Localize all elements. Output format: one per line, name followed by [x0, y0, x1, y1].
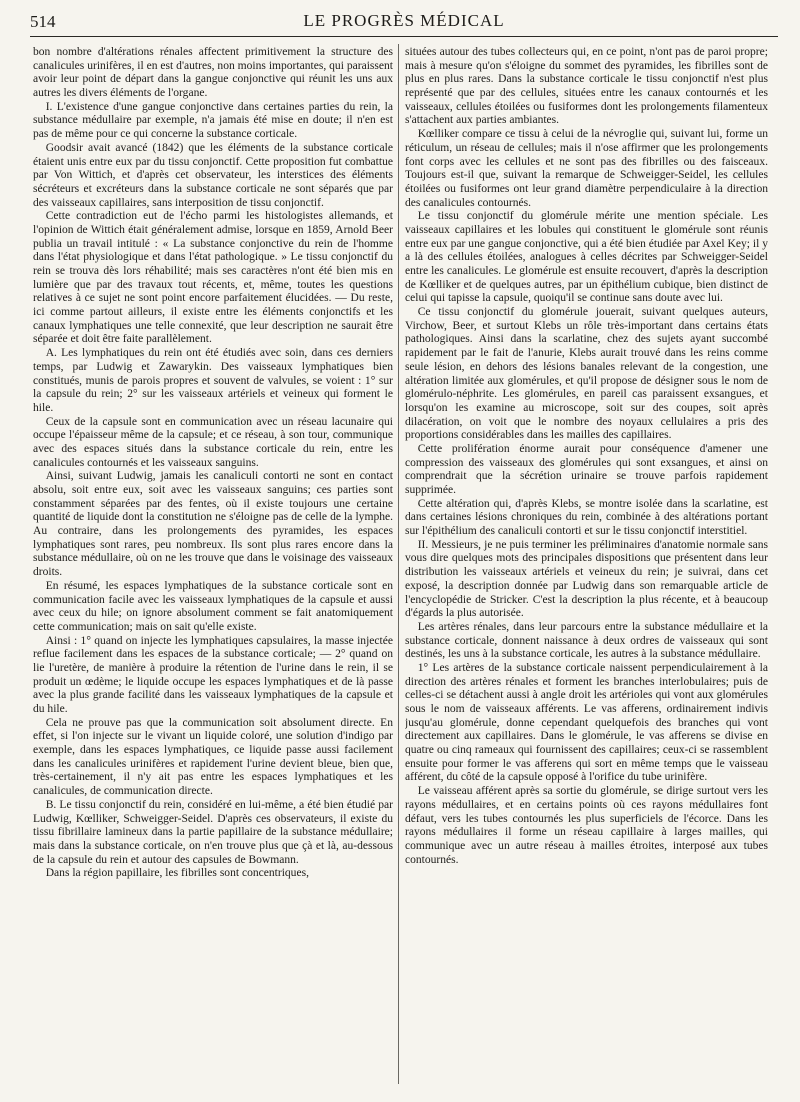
page-header: [30, 10, 778, 37]
paragraph: Cette prolifération énorme aurait pour conséquence d'amener une compression des vaisseaux des glomérules qui sont exsangues, et ainsi on comprendrait que la sécrétion urinaire se trouve parfois rapidement supprimée.: [405, 442, 768, 496]
paragraph: Dans la région papillaire, les fibrilles sont concentriques,: [45, 867, 309, 880]
paragraph: Ainsi, suivant Ludwig, jamais les canaliculi contorti ne sont en contact absolu, soit entre eux, soit avec les vaisseaux sanguins; ces parties sont constamment séparées par des fentes, où il existe toujours une certaine quantité de liquide dont la constitution ne s'éloigne pas de celle de la lymphe. Au contraire, dans les prolongements des pyramides, les espaces lymphatiques sont rares, peu nombreux. Ils sont plus rares encore dans la substance médullaire, où on ne les trouve que dans le voisinage des vaisseaux droits.: [33, 470, 393, 579]
paragraph: Kœlliker compare ce tissu à celui de la névroglie qui, suivant lui, forme un réticulum, un réseau de cellules; mais il n'ose affirmer que les prolongements font corps avec les cellules et ne sont pas des fibrilles ou des faisceaux. Toujours est-il que, suivant la remarque de Schweigger-Seidel, les cellules étoilées ou fusiformes ont leur grand diamètre perpendiculaire à la direction des canalicules contournés.: [405, 128, 768, 209]
left-text-column: [33, 46, 393, 1086]
paragraph: B. Le tissu conjonctif du rein, considéré en lui-même, a été bien étudié par Ludwig, Kœlliker, Schweigger-Seidel. D'après ces observateurs, il existe du tissu fibrillaire lamineux dans la partie papillaire de la substance médullaire; mais dans la substance corticale, on n'en trouve plus que çà et là, au-dessous de la capsule du rein et autour des capsules de Bowmann.: [33, 798, 393, 866]
paragraph: Ainsi : 1° quand on injecte les lymphatiques capsulaires, la masse injectée reflue facilement dans les espaces de la substance corticale; — 2° quand on lie l'uretère, de manière à produire la rétention de l'urine dans le rein, il se produit un œdème; le liquide occupe les espaces lymphatiques et de là passe avec la plus grande facilité dans les vaisseaux lymphatiques de la capsule et du hile.: [33, 634, 393, 715]
paragraph: Ceux de la capsule sont en communication avec un réseau lacunaire qui occupe l'épaisseur même de la capsule; et ce réseau, à son tour, communique avec des espaces situés dans la substance corticale du rein, entre les canalicules contournés et les vaisseaux sanguins.: [33, 415, 393, 469]
paragraph: Cela ne prouve pas que la communication soit absolument directe. En effet, si l'on injecte sur le vivant un liquide coloré, une solution d'indigo par exemple, dans les espaces lymphatiques, ce liquide passe aussi facilement dans les canalicules urinifères et rapidement l'urine devient bleue, bien que, très-certainement, il n'y ait pas entre les espaces lymphatiques et les canalicules, de communication directe.: [33, 716, 393, 798]
paragraph: Les artères rénales, dans leur parcours entre la substance médullaire et la substance corticale, donnent naissance à deux ordres de vaisseaux qui sont destinés, les uns à la substance corticale, les autres à la substance médullaire.: [405, 620, 768, 661]
paragraph: II. Messieurs, je ne puis terminer les préliminaires d'anatomie normale sans vous dire quelques mots des principales dispositions que présentent dans leur distribution les vaisseaux artériels et veineux du rein; je suivrai, dans cet exposé, la description donnée par Ludwig dans son remarquable article de l'encyclopédie de Stricker. C'est la description la plus récente, et à beaucoup d'égards la plus autorisée.: [405, 538, 768, 620]
right-text-column: [405, 46, 768, 1086]
paragraph: I. L'existence d'une gangue conjonctive dans certaines parties du rein, la substance médullaire par exemple, n'a jamais été mise en doute; il n'en est pas de même pour ce qui concerne la substance corticale.: [33, 100, 393, 141]
paragraph: Le vaisseau afférent après sa sortie du glomérule, se dirige surtout vers les rayons médullaires, et en certains points où ces rayons médullaires font défaut, vers les tubes contournés les plus superficiels de l'écorce. Dans les rayons médullaires il forme un réseau capillaire à larges mailles, qui communique avec un autre réseau à mailles étroites, interposé aux tubes contournés.: [405, 785, 768, 866]
paragraph: Cette altération qui, d'après Klebs, se montre isolée dans la scarlatine, est dans certaines lésions chroniques du rein, combinée à des altérations portant sur l'épithélium des canaliculi contorti et sur le tissu conjonctif interstitiel.: [405, 497, 768, 538]
paragraph: Le tissu conjonctif du glomérule mérite une mention spéciale. Les vaisseaux capillaires et les lobules qui constituent le glomérule sont réunis entre eux par une gangue conjonctive, qui a été bien étudiée par Axel Key; il y a là des cellules étoilées, analogues à celles décrites par Schweigger-Seidel entre les canalicules. Le glomérule est ensuite recouvert, d'après la description de Kœlliker et de quelques autres, par un épithélium cubique, bien distinct de celui qui tapisse la capsule, quoiqu'il se continue sans doute avec lui.: [405, 210, 768, 305]
paragraph: En résumé, les espaces lymphatiques de la substance corticale sont en communication facile avec les vaisseaux lymphatiques de la capsule et aussi avec ceux du hile; on ignore absolument comment se fait anatomiquement cette communication; mais on sait qu'elle existe.: [33, 579, 393, 633]
paragraph: Cette contradiction eut de l'écho parmi les histologistes allemands, et l'opinion de Wittich était généralement admise, lorsque en 1859, Arnold Beer publia un travail intitulé : « La substance conjonctive du rein de l'homme dans l'état physiologique et dans l'état pathologique. » Le tissu conjonctif du rein se trouva dès lors réhabilité; mais ses caractères n'ont été bien mis en lumière que par des travaux tout récents, et, même, toutes les questions relatives à ce sujet ne sont point encore parfaitement élucidées. — Du reste, ici comme partout ailleurs, il existe entre les éléments conjonctifs et les canaux lymphatiques une telle connexité, que leur description ne saurait être séparée et doit être faite parallèlement.: [33, 210, 393, 346]
paragraph: 1° Les artères de la substance corticale naissent perpendiculairement à la direction des artères rénales et forment les branches interlobulaires; puis de celles-ci se détachent aussi à angle droit les artérioles qui vont aux glomérules sous le nom de vaisseaux afférents. Le vas afferens, ordinairement indivis jusqu'au glomérule, donne cependant quelquefois des branches qui vont directement aux capillaires. Dans le glomérule, le vas afferens se divise en quatre ou cinq rameaux qui fournissent des capillaires; ceux-ci se rassemblent ensuite pour former le vas afferens qui sort en même temps que le vaisseau afférent, du côté de la capsule opposé à l'orifice du tube urinifère.: [405, 661, 768, 784]
paragraph: bon nombre d'altérations rénales affectent primitivement la structure des canalicules urinifères, il en est d'autres, non moins importantes, qui paraissent avoir leur point de départ dans la gangue conjonctive qui réunit les uns aux autres les divers éléments de l'organe.: [33, 46, 393, 100]
column-divider: [398, 44, 399, 1084]
page-number: 514: [30, 12, 56, 31]
journal-title: LE PROGRÈS MÉDICAL: [303, 11, 505, 30]
paragraph: A. Les lymphatiques du rein ont été étudiés avec soin, dans ces derniers temps, par Ludwig et Zawarykin. Des vaisseaux lymphatiques bien constitués, munis de parois propres et souvent de valvules, se voient : 1° sur la capsule du rein; 2° sur les vaisseaux artériels et veineux qui forment le hile.: [33, 347, 393, 414]
paragraph: Ce tissu conjonctif du glomérule jouerait, suivant quelques auteurs, Virchow, Beer, et surtout Klebs un rôle très-important dans certains états pathologiques. Ainsi dans la scarlatine, chez des sujets ayant succombé rapidement par le fait de l'anurie, Klebs aurait trouvé dans les reins comme seule lésion, en dehors des lésions banales relevant de la congestion, une altération limitée aux glomérules, et qu'il propose de désigner sous le nom de glomérulo-néphrite. Les glomérules, en pareil cas paraissent exsangues, et lorsqu'on les examine au microscope, soit sur des coupes, soit après dilacération, on voit que le nombre des noyaux cellulaires a pris des proportions considérables dans les mailles des capillaires.: [405, 306, 768, 442]
paragraph: Goodsir avait avancé (1842) que les éléments de la substance corticale étaient unis entre eux par du tissu conjonctif. Cette proposition fut combattue par Von Wittich, et d'après cet observateur, les interstices des éléments sécréteurs et excréteurs dans la substance corticale ne sont séparés que par des vaisseaux capillaires, sans interposition de tissu conjonctif.: [33, 141, 393, 209]
paragraph: situées autour des tubes collecteurs qui, en ce point, n'ont pas de paroi propre; mais à mesure qu'on s'éloigne du sommet des pyramides, les fibrilles sont de plus en plus rares. Dans la substance corticale le tissu conjonctif n'est plus représenté que par des cellules, situées entre les canaux contournés et les vaisseaux, cellules étoilées ou fusiformes dont les prolongements filamenteux s'attachent aux parties ambiantes.: [405, 46, 768, 127]
